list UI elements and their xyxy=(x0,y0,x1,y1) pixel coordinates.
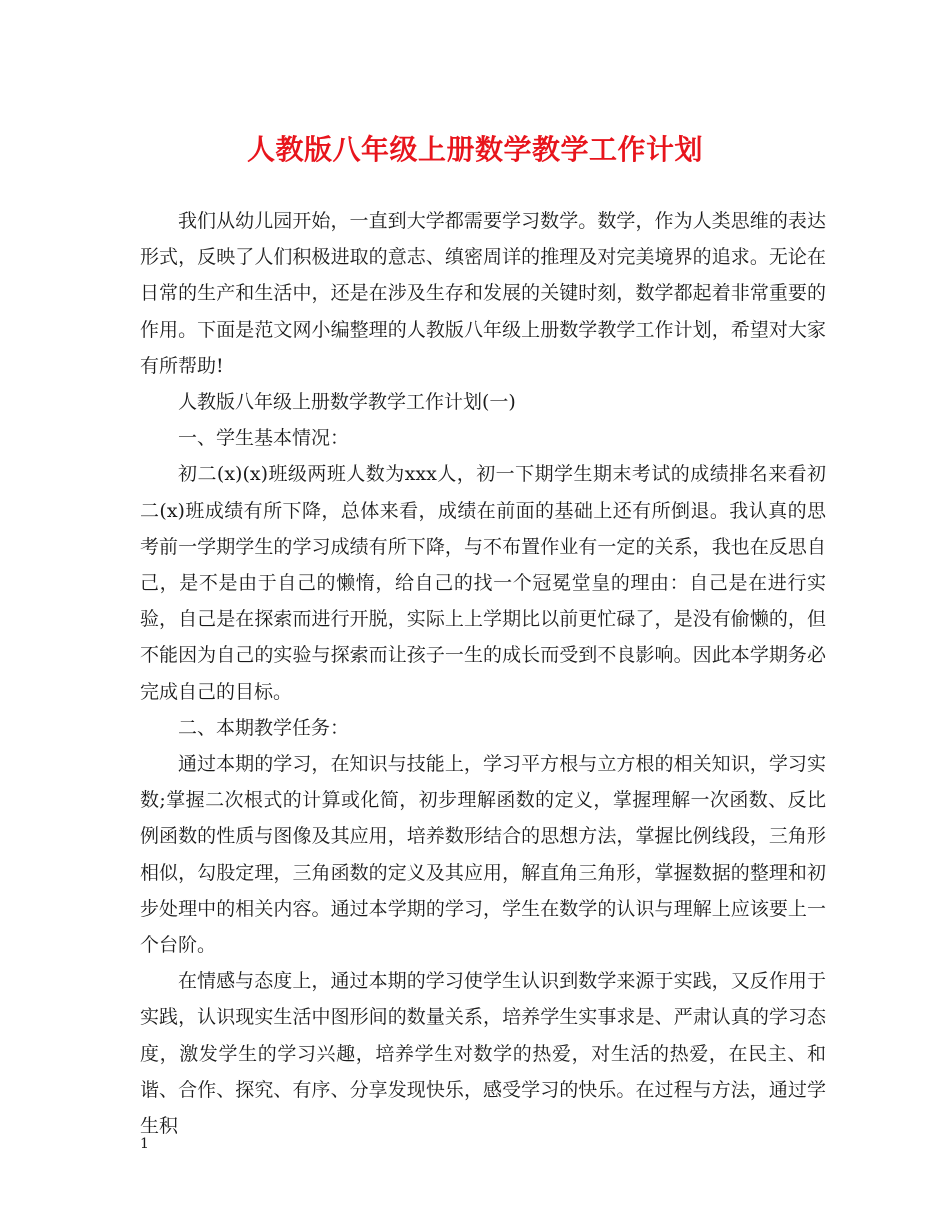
section-heading-student-situation: 一、学生基本情况： xyxy=(178,427,350,450)
section-heading-teaching-tasks: 二、本期教学任务： xyxy=(178,716,350,739)
student-situation-paragraph: 初二(x)(x)班级两班人数为xxx人，初一下期学生期末考试的成绩排名来看初二(x)班成绩有所下降，总体来看，成绩在前面的基础上还有所倒退。我认真的思考前一学期学生的学习成绩有所下降，与不布置作业有一定的关系，我也在反思自己，是不是由于自己的懒惰，给自己的找一个冠冕堂皇的理由：自己是在进行实验，自己是在探索而进行开脱，实际上上学期比以前更忙碌了，是没有偷懒的，但不能因为自己的实验与探索而让孩子一生的成长而受到不良影响。因此本学期务必完成自己的目标。 xyxy=(140,463,826,703)
intro-paragraph: 我们从幼儿园开始，一直到大学都需要学习数学。数学，作为人类思维的表达形式，反映了人们积极进取的意志、缜密周详的推理及对完美境界的追求。无论在日常的生产和生活中，还是在涉及生存和发展的关键时刻，数学都起着非常重要的作用。下面是范文网小编整理的人教版八年级上册数学教学工作计划，希望对大家有所帮助! xyxy=(140,210,826,377)
document-body xyxy=(140,203,826,1144)
document-title: 人教版八年级上册数学教学工作计划 xyxy=(246,133,703,166)
knowledge-skills-paragraph: 通过本期的学习，在知识与技能上，学习平方根与立方根的相关知识，学习实数;掌握二次根式的计算或化简，初步理解函数的定义，掌握理解一次函数、反比例函数的性质与图像及其应用，培养数形结合的思想方法，掌握比例线段，三角形相似，勾股定理，三角函数的定义及其应用，解直角三角形，掌握数据的整理和初步处理中的相关内容。通过本学期的学习，学生在数学的认识与理解上应该要上一个台阶。 xyxy=(140,753,826,957)
emotion-attitude-paragraph: 在情感与态度上，通过本期的学习使学生认识到数学来源于实践，又反作用于实践，认识现实生活中图形间的数量关系，培养学生实事求是、严肃认真的学习态度，激发学生的学习兴趣，培养学生对数学的热爱，对生活的热爱，在民主、和谐、合作、探究、有序、分享发现快乐，感受学习的快乐。在过程与方法，通过学生积 xyxy=(140,970,826,1138)
section-heading-plan-one: 人教版八年级上册数学教学工作计划(一) xyxy=(178,391,516,414)
page-number: 1 xyxy=(140,1136,149,1152)
